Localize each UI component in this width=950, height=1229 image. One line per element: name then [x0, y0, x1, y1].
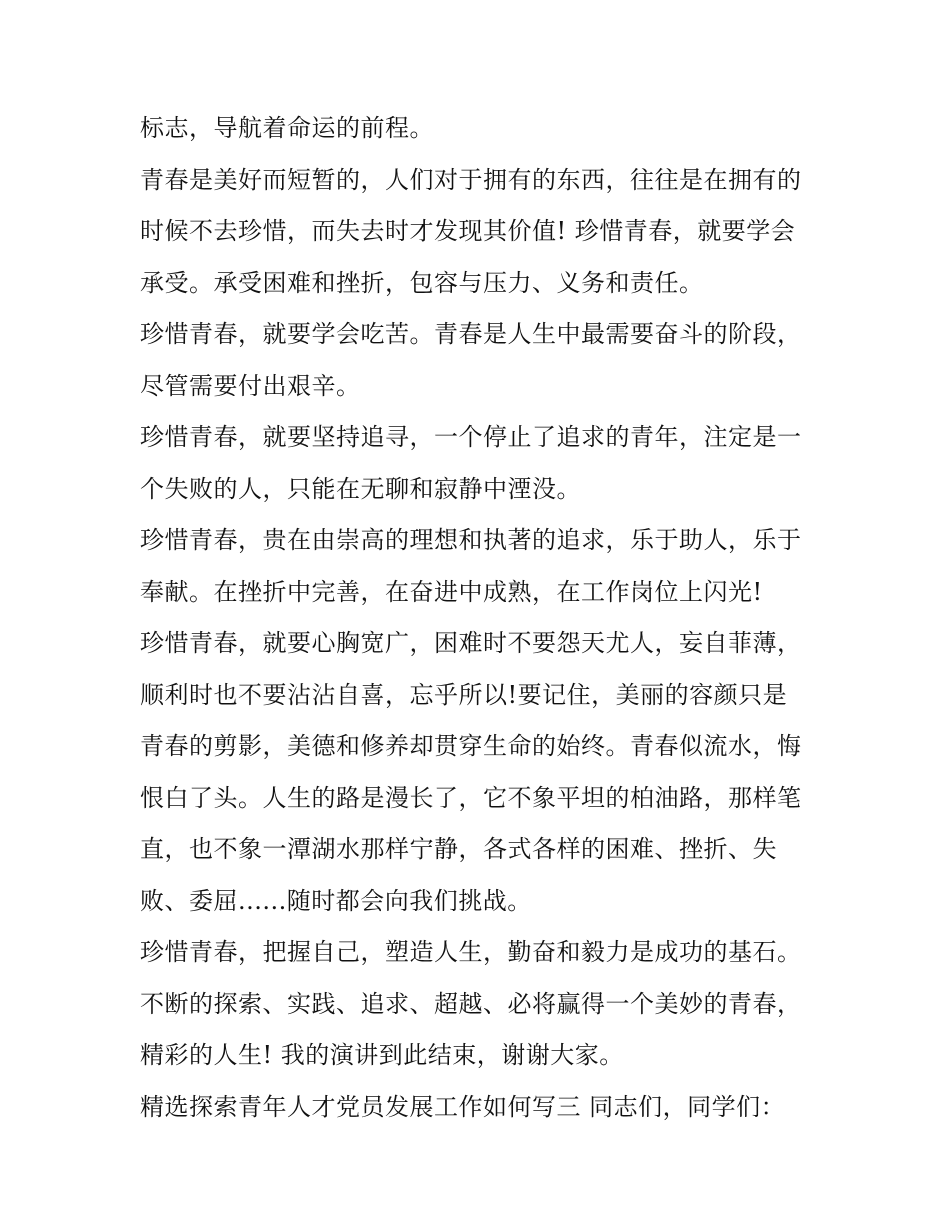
text-line: 青春是美好而短暂的，人们对于拥有的东西，往往是在拥有的 — [140, 165, 802, 194]
text-line: 青春的剪影，美德和修养却贯穿生命的始终。青春似流水，悔 — [140, 732, 802, 760]
text-line: 珍惜青春，贵在由崇高的理想和执著的追求，乐于助人，乐于 — [140, 526, 802, 554]
text-line: 尽管需要付出艰辛。 — [140, 371, 361, 400]
text-line: 珍惜青春，把握自己，塑造人生，勤奋和毅力是成功的基石。 — [140, 938, 802, 966]
text-line: 珍惜青春，就要坚持追寻，一个停止了追求的青年，注定是一 — [140, 423, 802, 451]
text-line: 珍惜青春，就要心胸宽广，困难时不要怨天尤人，妄自菲薄， — [140, 629, 802, 657]
text-line: 精选探索青年人才党员发展工作如何写三 同志们，同学们： — [140, 1092, 786, 1121]
text-line: 不断的探索、实践、追求、超越、必将赢得一个美妙的青春， — [140, 989, 802, 1018]
text-line: 奉献。在挫折中完善，在奋进中成熟，在工作岗位上闪光! — [140, 577, 763, 606]
document-body — [140, 108, 820, 1138]
text-line: 标志，导航着命运的前程。 — [140, 114, 434, 142]
text-line: 败、委屈......随时都会向我们挑战。 — [140, 886, 532, 915]
text-line: 精彩的人生! 我的演讲到此结束，谢谢大家。 — [140, 1041, 624, 1069]
text-line: 时候不去珍惜，而失去时才发现其价值! 珍惜青春，就要学会 — [140, 217, 796, 245]
text-line: 个失败的人，只能在无聊和寂静中湮没。 — [140, 474, 581, 503]
text-line: 珍惜青春，就要学会吃苦。青春是人生中最需要奋斗的阶段， — [140, 320, 802, 348]
text-line: 直，也不象一潭湖水那样宁静，各式各样的困难、挫折、失 — [140, 835, 777, 863]
text-line: 恨白了头。人生的路是漫长了，它不象平坦的柏油路，那样笔 — [140, 783, 802, 812]
text-line: 承受。承受困难和挫折，包容与压力、义务和责任。 — [140, 268, 704, 297]
text-line: 顺利时也不要沾沾自喜，忘乎所以!要记住，美丽的容颜只是 — [140, 680, 788, 709]
